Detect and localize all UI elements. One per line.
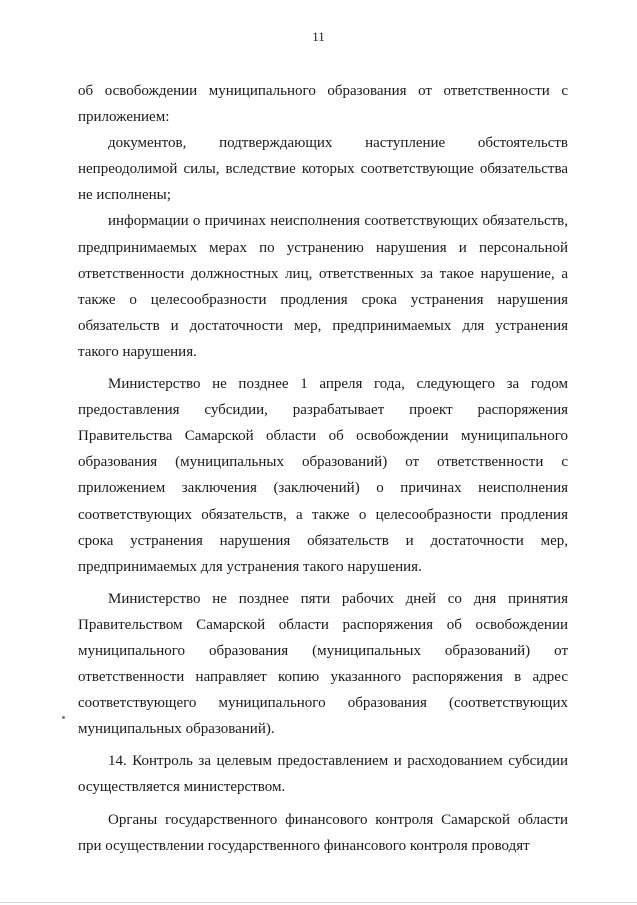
paragraph-continuation: об освобождении муниципального образования от ответственности с приложением: (78, 83, 568, 126)
paragraph-information: информации о причинах неисполнения соответствующих обязательств, предпринимаемых мерах по устранению нарушения и персональной ответственности должностных лиц, ответственных за такое нарушение, а также о целесообразности продления срока устранения нарушения обязательств и достаточности мер, предпринимаемых для устранения такого нарушения. (78, 213, 568, 360)
page-bottom-edge (0, 902, 637, 903)
page-number: 11 (312, 29, 325, 44)
document-body (78, 78, 568, 859)
paragraph-ministry-april: Министерство не позднее 1 апреля года, следующего за годом предоставления субсидии, разрабатывает проект распоряжения Правительства Самарской области об освобождении муниципального образования (муниципальных образований) от ответственности с приложением заключения (заключений) о причинах неисполнения соответствующих обязательств, а также о целесообразности продления срока устранения нарушения обязательств и достаточности мер, предпринимаемых для устранения такого нарушения. (78, 376, 568, 575)
scan-speck (62, 716, 65, 719)
paragraph-documents: документов, подтверждающих наступление обстоятельств непреодолимой силы, вследствие которых соответствующие обязательства не исполнены; (78, 135, 568, 204)
paragraph-ministry-five-days: Министерство не позднее пяти рабочих дней со дня принятия Правительством Самарской области распоряжения об освобождении муниципального образования (муниципальных образований) от ответственности направляет копию указанного распоряжения в адрес соответствующего муниципального образования (соответствующих муниципальных образований). (78, 590, 568, 738)
paragraph-section-14: 14. Контроль за целевым предоставлением и расходованием субсидии осуществляется министерством. (78, 753, 568, 796)
paragraph-financial-control: Органы государственного финансового контроля Самарской области при осуществлении государственного финансового контроля проводят (78, 811, 568, 854)
